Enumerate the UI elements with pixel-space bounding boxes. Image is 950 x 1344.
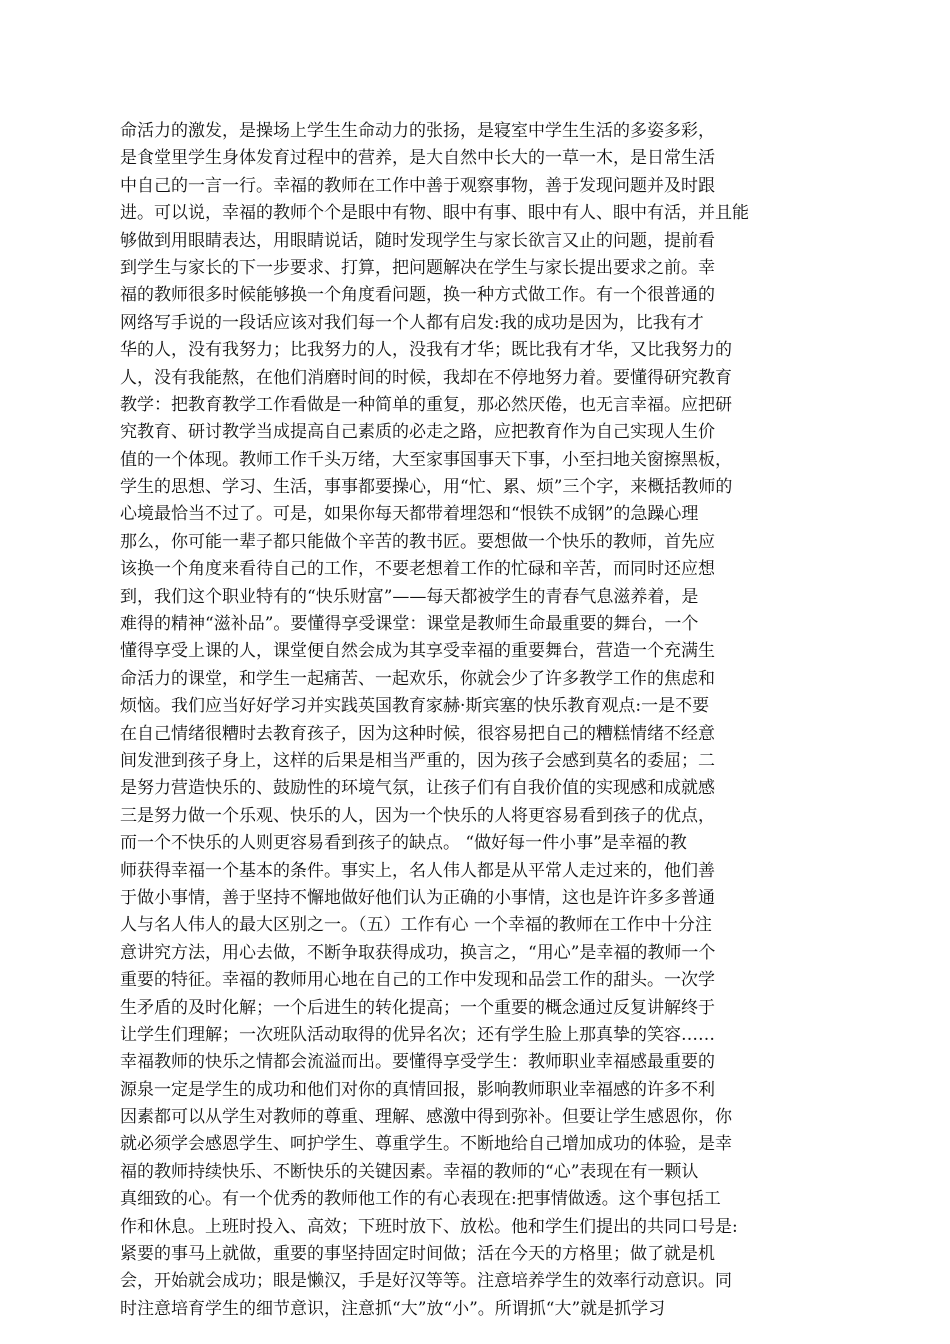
text-line: 时注意培育学生的细节意识，注意抓“大”放“小”。所谓抓“大”就是抓学习 [120, 1298, 666, 1319]
text-line: 生矛盾的及时化解；一个后进生的转化提高；一个重要的概念通过反复讲解终于 [120, 997, 715, 1018]
text-line: 会，开始就会成功；眼是懒汉，手是好汉等等。注意培养学生的效率行动意识。同 [120, 1271, 732, 1292]
text-line: 够做到用眼睛表达，用眼睛说话，随时发现学生与家长欲言又止的问题，提前看 [120, 230, 715, 251]
text-line: 真细致的心。有一个优秀的教师他工作的有心表现在:把事情做透。这个事包括工 [120, 1189, 721, 1210]
text-line: 到，我们这个职业特有的“快乐财富”——每天都被学生的青春气息滋养着，是 [120, 586, 699, 607]
text-line: 学生的思想、学习、生活，事事都要操心，用“忙、累、烦”三个字，来概括教师的 [120, 477, 733, 498]
text-line: 福的教师很多时候能够换一个角度看问题，换一种方式做工作。有一个很普通的 [120, 285, 715, 306]
text-line: 心境最恰当不过了。可是，如果你每天都带着埋怨和“恨铁不成钢”的急躁心理 [120, 504, 699, 525]
text-line: 源泉一定是学生的成功和他们对你的真情回报，影响教师职业幸福感的许多不利 [120, 1079, 715, 1100]
text-line: 师获得幸福一个基本的条件。事实上，名人伟人都是从平常人走过来的，他们善 [120, 860, 715, 881]
text-line: 作和休息。上班时投入、高效；下班时放下、放松。他和学生们提出的共同口号是: [120, 1216, 738, 1237]
text-line: 命活力的激发，是操场上学生生命动力的张扬，是寝室中学生生活的多姿多彩， [120, 121, 715, 141]
text-line: 命活力的课堂，和学生一起痛苦、一起欢乐，你就会少了许多教学工作的焦虑和 [120, 668, 715, 689]
text-line: 该换一个角度来看待自己的工作，不要老想着工作的忙碌和辛苦，而同时还应想 [120, 559, 715, 580]
text-line: 重要的特征。幸福的教师用心地在自己的工作中发现和品尝工作的甜头。一次学 [120, 970, 715, 991]
text-line: 教学：把教育教学工作看做是一种简单的重复，那必然厌倦，也无言幸福。应把研 [120, 394, 732, 415]
text-line: 而一个不快乐的人则更容易看到孩子的缺点。 “做好每一件小事”是幸福的教 [120, 833, 687, 854]
text-line: 是努力营造快乐的、鼓励性的环境气氛，让孩子们有自我价值的实现感和成就感 [120, 778, 715, 799]
text-line: 就必须学会感恩学生、呵护学生、尊重学生。不断地给自己增加成功的体验，是幸 [120, 1134, 732, 1155]
text-line: 间发泄到孩子身上，这样的后果是相当严重的，因为孩子会感到莫名的委屈；二 [120, 750, 715, 771]
text-line: 福的教师持续快乐、不断快乐的关键因素。幸福的教师的“心”表现在有一颗认 [120, 1161, 699, 1182]
text-line: 究教育、研讨教学当成提高自己素质的必走之路，应把教育作为自己实现人生价 [120, 422, 715, 443]
text-line: 幸福教师的快乐之情都会流溢而出。要懂得享受学生：教师职业幸福感最重要的 [120, 1052, 715, 1073]
text-line: 让学生们理解；一次班队活动取得的优异名次；还有学生脸上那真挚的笑容…… [120, 1024, 715, 1045]
text-line: 人与名人伟人的最大区别之一。（五）工作有心 一个幸福的教师在工作中十分注 [120, 915, 712, 936]
text-line: 紧要的事马上就做，重要的事坚持固定时间做；活在今天的方格里；做了就是机 [120, 1244, 715, 1265]
text-line: 是食堂里学生身体发育过程中的营养，是大自然中长大的一草一木，是日常生活 [120, 148, 715, 169]
text-line: 中自己的一言一行。幸福的教师在工作中善于观察事物，善于发现问题并及时跟 [120, 175, 715, 196]
text-line: 那么，你可能一辈子都只能做个辛苦的教书匠。要想做一个快乐的教师，首先应 [120, 531, 715, 552]
text-line: 在自己情绪很糟时去教育孩子，因为这种时候，很容易把自己的糟糕情绪不经意 [120, 723, 715, 744]
body-text [120, 118, 810, 1323]
text-line: 懂得享受上课的人，课堂便自然会成为其享受幸福的重要舞台，营造一个充满生 [120, 641, 715, 662]
text-line: 到学生与家长的下一步要求、打算，把问题解决在学生与家长提出要求之前。幸 [120, 257, 715, 278]
text-line: 三是努力做一个乐观、快乐的人，因为一个快乐的人将更容易看到孩子的优点， [120, 805, 715, 826]
text-line: 值的一个体现。教师工作千头万绪，大至家事国事天下事，小至扫地关窗擦黑板， [120, 449, 732, 470]
text-line: 难得的精神“滋补品”。要懂得享受课堂：课堂是教师生命最重要的舞台，一个 [120, 614, 699, 635]
text-line: 意讲究方法，用心去做，不断争取获得成功，换言之，“用心”是幸福的教师一个 [120, 942, 716, 963]
text-line: 人，没有我能熬，在他们消磨时间的时候，我却在不停地努力着。要懂得研究教育 [120, 367, 732, 388]
text-line: 华的人，没有我努力；比我努力的人，没我有才华；既比我有才华，又比我努力的 [120, 340, 732, 361]
text-line: 进。可以说，幸福的教师个个是眼中有物、眼中有事、眼中有人、眼中有活，并且能 [120, 203, 749, 224]
text-line: 于做小事情，善于坚持不懈地做好他们认为正确的小事情，这也是许许多多普通 [120, 887, 715, 908]
text-line: 烦恼。我们应当好好学习并实践英国教育家赫·斯宾塞的快乐教育观点:一是不要 [120, 696, 710, 717]
text-line: 网络写手说的一段话应该对我们每一个人都有启发:我的成功是因为，比我有才 [120, 312, 704, 333]
text-line: 因素都可以从学生对教师的尊重、理解、感激中得到弥补。但要让学生感恩你，你 [120, 1107, 732, 1128]
